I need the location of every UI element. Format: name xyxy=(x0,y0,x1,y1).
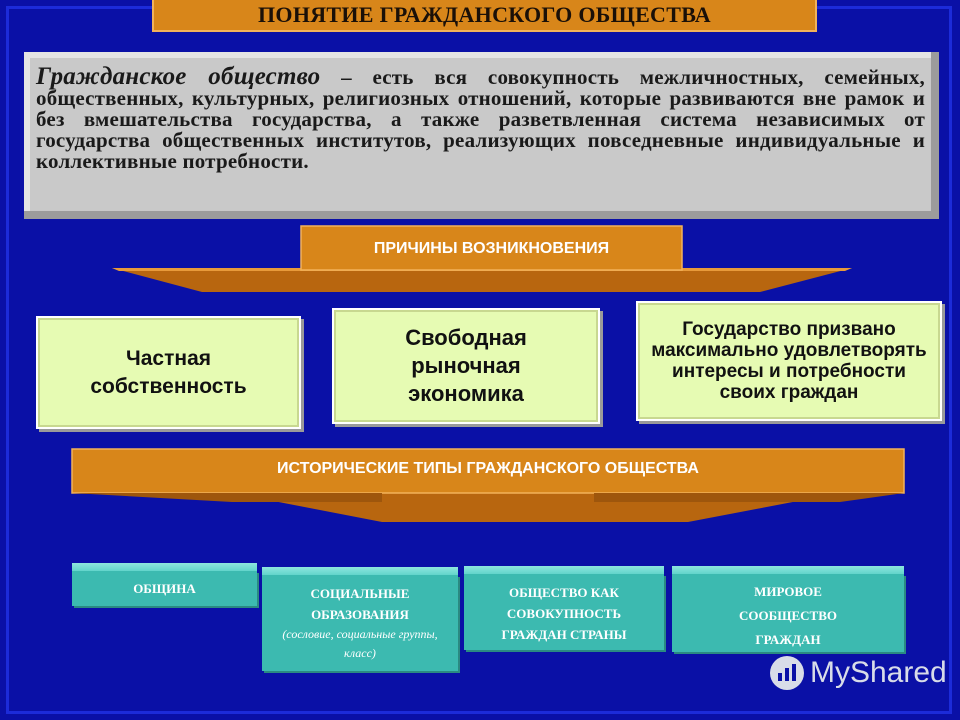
cause-private-property xyxy=(36,316,301,429)
page-title: ПОНЯТИЕ ГРАЖДАНСКОГО ОБЩЕСТВА xyxy=(258,2,711,27)
type-social-formations xyxy=(262,575,458,671)
cause-label: Государство призвано максимально удовлетворять интересы и потребности своих граждан xyxy=(651,319,927,403)
type-top-face xyxy=(464,566,664,574)
type-top-face xyxy=(72,563,257,571)
type-citizens-society xyxy=(464,574,664,650)
definition-term: Гражданское общество xyxy=(36,63,321,90)
types-banner-side-left xyxy=(72,493,382,502)
type-label: ОБЩИНА xyxy=(133,581,196,596)
cause-state-duty xyxy=(636,301,942,421)
cause-label: Частная собственность xyxy=(90,346,247,398)
cause-label: Свободная рыночная экономика xyxy=(405,325,527,406)
cause-free-market xyxy=(332,308,600,424)
type-label: МИРОВОЕ СООБЩЕСТВО ГРАЖДАН xyxy=(739,584,837,647)
type-world-community xyxy=(672,574,904,652)
causes-banner-label: ПРИЧИНЫ ВОЗНИКНОВЕНИЯ xyxy=(373,240,610,257)
type-top-face xyxy=(262,567,458,575)
type-label: ОБЩЕСТВО КАК СОВОКУПНОСТЬ ГРАЖДАН СТРАНЫ xyxy=(501,585,627,642)
type-community xyxy=(72,571,257,606)
type-top-face xyxy=(672,566,904,574)
causes-banner-arrow xyxy=(112,268,852,292)
watermark xyxy=(770,656,947,690)
definition-body: – есть вся совокупность межличностных, семейных, общественных, культурных, религиозных отношений, которые развиваются вне рамок и без вмешательства государства, а также разветвленная система независимых от государства общественных институтов, реализующих повседневные индивидуальные и коллективные потребности. xyxy=(36,65,926,173)
type-note: (сословие, социальные группы, класс) xyxy=(282,627,438,660)
type-label: СОЦИАЛЬНЫЕ ОБРАЗОВАНИЯ xyxy=(310,586,410,622)
types-banner-label: ИСТОРИЧЕСКИЕ ТИПЫ ГРАЖДАНСКОГО ОБЩЕСТВА xyxy=(277,460,699,477)
watermark-text: MyShared xyxy=(810,656,947,689)
types-banner-side-right xyxy=(594,493,904,502)
chart-icon xyxy=(770,656,804,690)
